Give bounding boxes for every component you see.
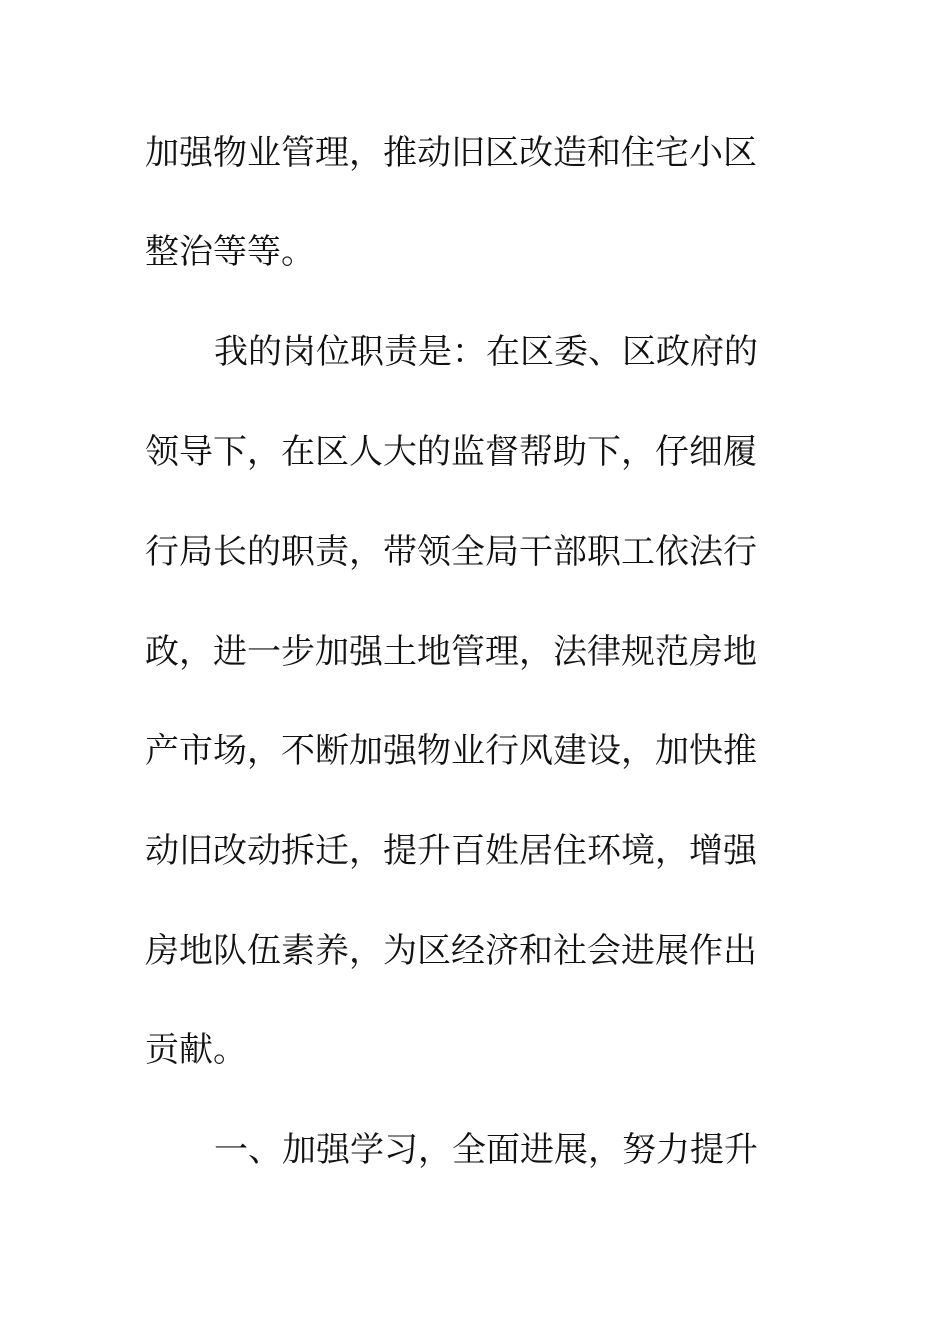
text-line-7: 产市场，不断加强物业行风建设，加快推 — [145, 731, 757, 771]
text-line-1: 加强物业管理，推动旧区改造和住宅小区 — [145, 133, 757, 173]
text-line-3: 我的岗位职责是：在区委、区政府的 — [214, 332, 758, 372]
text-line-5: 行局长的职责，带领全局干部职工依法行 — [145, 532, 757, 572]
text-line-2: 整治等等。 — [145, 232, 315, 272]
text-line-11: 一、加强学习，全面进展，努力提升 — [214, 1130, 758, 1170]
text-line-10: 贡献。 — [145, 1030, 247, 1070]
text-line-4: 领导下，在区人大的监督帮助下，仔细履 — [145, 432, 757, 472]
text-line-6: 政，进一步加强土地管理，法律规范房地 — [145, 632, 757, 672]
text-line-8: 动旧改动拆迁，提升百姓居住环境，增强 — [145, 831, 757, 871]
text-line-9: 房地队伍素养，为区经济和社会进展作出 — [145, 931, 757, 971]
